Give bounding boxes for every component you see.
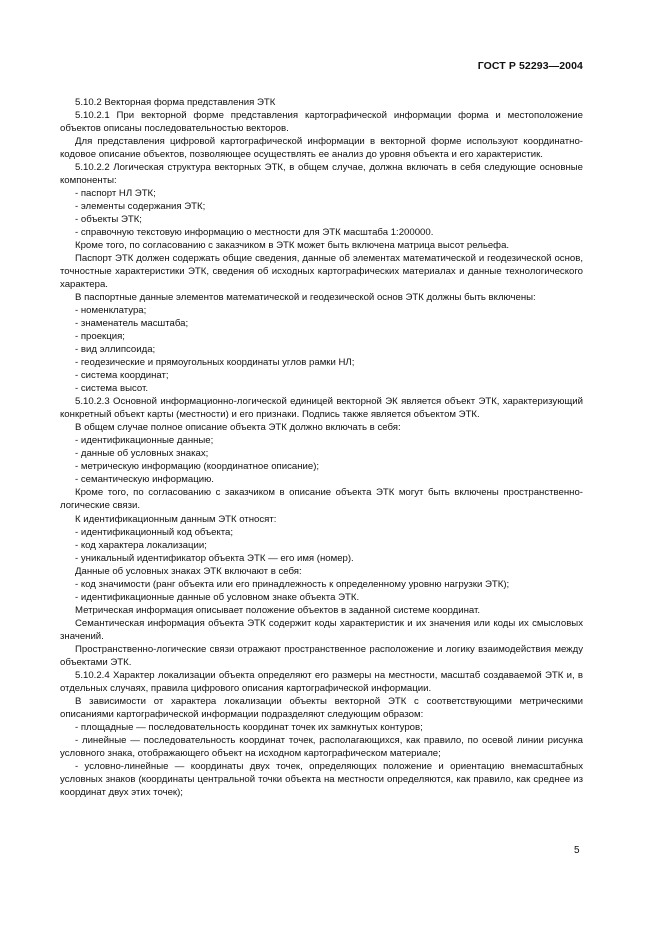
list-item: - идентификационный код объекта; [75, 526, 234, 538]
paragraph: Для представления цифровой картографической информации в векторной форме используют координатно-кодовое описание объектов, позволяющее осуществлять ее анализ до уровня объекта и его характеристик. [60, 136, 583, 161]
paragraph: - линейные — последовательность координат точек, располагающихся, как правило, по осевой линии рисунка условного знака, отображающего объект на исходном картографическом материале; [60, 734, 583, 759]
document-header: ГОСТ Р 52293—2004 [477, 60, 583, 72]
paragraph: - площадные — последовательность координат точек их замкнутых контуров; [75, 721, 423, 733]
paragraph: К идентификационным данным ЭТК относят: [75, 513, 277, 525]
paragraph: 5.10.2 Векторная форма представления ЭТК [75, 97, 276, 108]
paragraph: 5.10.2.4 Характер локализации объекта определяют его размеры на местности, масштаб создаваемой ЭТК и, в отдельных случаях, правила цифрового описания картографической информации. [60, 669, 583, 694]
paragraph: - условно-линейные — координаты двух точек, определяющих положение и ориентацию внемасштабных условных знаков (координаты центральной точки объекта на местности определяются, как правило, как среднее из координат двух этих точек); [60, 760, 583, 798]
paragraph: Кроме того, по согласованию с заказчиком в описание объекта ЭТК могут быть включены пространственно-логические связи. [60, 487, 583, 512]
list-item: - номенклатура; [75, 305, 147, 317]
list-item: - справочную текстовую информацию о местности для ЭТК масштаба 1:200000. [75, 227, 434, 239]
list-item: - код характера локализации; [75, 539, 207, 551]
list-item: - система высот. [75, 383, 149, 395]
page-number: 5 [574, 845, 580, 856]
paragraph: Паспорт ЭТК должен содержать общие сведения, данные об элементах математической и геодезической основ, точностные характеристики ЭТК, сведения об исходных картографических материалах и данные технологического характера. [60, 253, 583, 291]
paragraph: Метрическая информация описывает положение объектов в заданной системе координат. [75, 604, 481, 616]
paragraph: В зависимости от характера локализации объекты векторной ЭТК с соответствующими метрическими описаниями картографической информации подразделяют следующим образом: [60, 695, 583, 720]
paragraph: В паспортные данные элементов математической и геодезической основ ЭТК должны быть включены: [75, 292, 536, 304]
list-item: - знаменатель масштаба; [75, 318, 189, 330]
list-item: - элементы содержания ЭТК; [75, 201, 206, 213]
paragraph: В общем случае полное описание объекта ЭТК должно включать в себя: [75, 422, 401, 434]
paragraph: Семантическая информация объекта ЭТК содержит коды характеристик и их значения или коды их смысловых значений. [60, 617, 583, 642]
list-item: - семантическую информацию. [75, 474, 214, 486]
list-item: - геодезические и прямоугольных координаты углов рамки НЛ; [75, 357, 355, 369]
list-item: - данные об условных знаках; [75, 448, 209, 460]
list-item: - проекция; [75, 331, 125, 343]
list-item: - паспорт НЛ ЭТК; [75, 188, 156, 200]
list-item: - код значимости (ранг объекта или его принадлежность к определенному уровню нагрузки ЭТК); [75, 578, 510, 590]
paragraph: 5.10.2.1 При векторной форме представления картографической информации форма и местоположение объектов описаны последовательностью векторов. [60, 110, 583, 135]
paragraph: Кроме того, по согласованию с заказчиком в ЭТК может быть включена матрица высот рельефа. [75, 240, 510, 252]
document-body [60, 96, 583, 799]
list-item: - система координат; [75, 370, 169, 382]
paragraph: Пространственно-логические связи отражают пространственное расположение и логику взаимодействия между объектами ЭТК. [60, 643, 583, 668]
list-item: - идентификационные данные об условном знаке объекта ЭТК. [75, 591, 360, 603]
list-item: - идентификационные данные; [75, 435, 214, 447]
list-item: - вид эллипсоида; [75, 344, 156, 356]
list-item: - метрическую информацию (координатное описание); [75, 461, 320, 473]
paragraph: 5.10.2.2 Логическая структура векторных ЭТК, в общем случае, должна включать в себя следующие основные компоненты: [60, 162, 583, 187]
list-item: - объекты ЭТК; [75, 214, 142, 226]
paragraph: Данные об условных знаках ЭТК включают в себя: [75, 565, 302, 577]
list-item: - уникальный идентификатор объекта ЭТК — его имя (номер). [75, 552, 354, 564]
paragraph: 5.10.2.3 Основной информационно-логической единицей векторной ЭК является объект ЭТК, характеризующий конкретный объект карты (местности) и его признаки. Подпись также является объектом ЭТК. [60, 396, 583, 421]
